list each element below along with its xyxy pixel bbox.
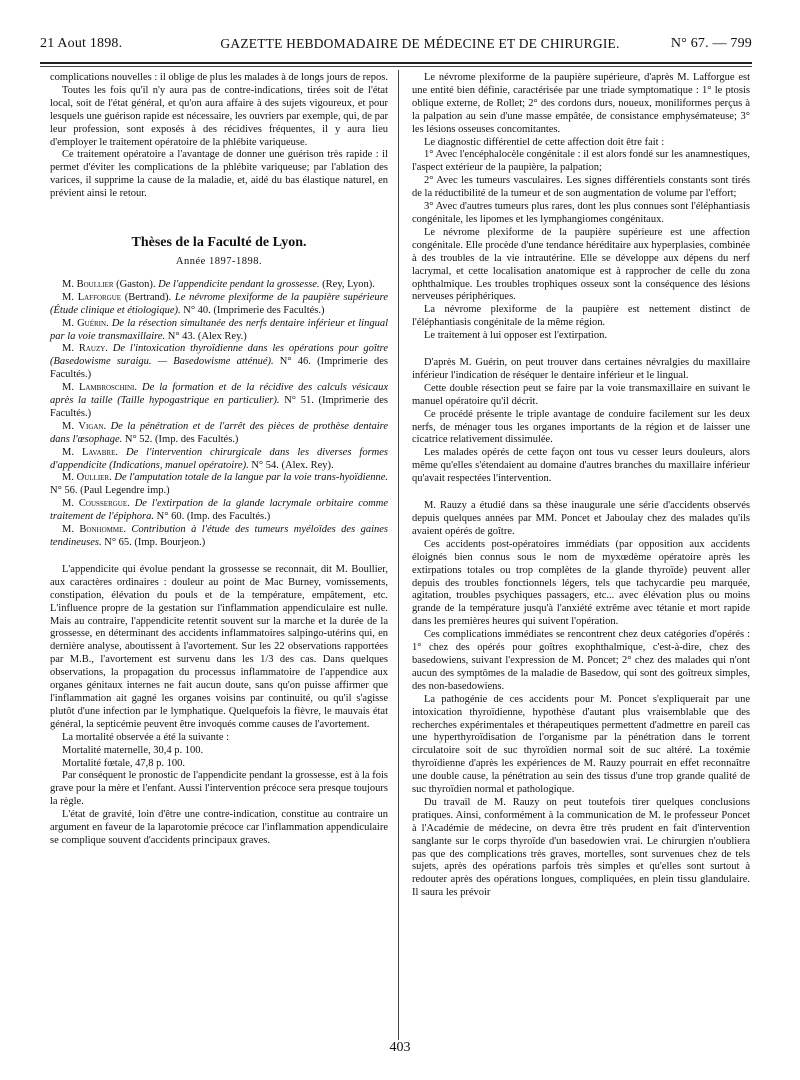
- thesis-entry: [50, 292, 388, 318]
- journal-title: GAZETTE HEBDOMADAIRE DE MÉDECINE ET DE CHIRURGIE.: [220, 36, 620, 51]
- thesis-title: De l'intoxication thyroïdienne dans les opérations pour goître (Basedowisme suraigu. — Basedowisme atténué).: [50, 343, 389, 368]
- thesis-title: Le névrome plexiforme de la paupière supérieure (Étude clinique et étiologique).: [50, 291, 388, 316]
- paragraph: La mortalité observée a été la suivante :: [62, 731, 230, 743]
- paragraph: Le névrome plexiforme de la paupière supérieure est une affection congénitale. Elle procède d'une tendance héréditaire aux hyperplasies, combinée à des troubles de la vie intrautérine. Elle se développe aux dépens du nerf lacrymal, et cette localisation anatomique est à rapprocher de celle du zona ophthalmique. Les troubles trophiques osseux sont la conséquence des lésions nerveuses périphériques.: [412, 226, 750, 303]
- thesis-m: M.: [62, 382, 74, 394]
- thesis-given: .: [106, 317, 112, 329]
- paragraph: Ces accidents post-opératoires immédiats (par opposition aux accidents éloignés bien connus sous le nom de myxœdème opératoire après les extirpations totales ou trop complètes de la glande thyroïde) peuvent aller depuis des troubles fonctionnels légers, tels que tachycardie peu marquée, agitation, troubles psychiques passagers, etc... avec élévation plus ou moins grande de la température jusqu'à l'anxiété extrême avec tétanie et mort rapide dans les premières heures qui suivent l'opération.: [412, 538, 750, 628]
- paragraph: Ces complications immédiates se rencontrent chez deux catégories d'opérés : 1° chez des opérés pour goîtres exophthalmique, c'est-à-dire, chez des basedowiens, suivant l'expression de M. Poncet; 2° chez des malades qui n'ont aucun des symptômes de la maladie de Basedow, qui sont des goîtreux simples, des non-basedowiens.: [412, 629, 750, 692]
- thesis-title: De l'appendicite pendant la grossesse.: [158, 278, 320, 290]
- paragraph: Cette double résection peut se faire par la voie transmaxillaire en suivant le manuel opératoire qu'il décrit.: [412, 382, 750, 407]
- header-rule: [40, 62, 752, 64]
- paragraph: Ce procédé présente le triple avantage de conduire facilement sur les deux nerfs, de ménager tous les organes importants de la région et de laisser une cicatrice relativement dissimulée.: [412, 408, 750, 446]
- paragraph: Le névrome plexiforme de la paupière supérieure, d'après M. Lafforgue est une entité bien définie, caractérisée par une triade symptomatique : 1° le ptosis oblique externe, de Rollet; 2° des cordons durs, noueux, moniliformes perçus à la palpation au sein d'une masse empâtée, de consistance emphysémateuse; 3° les lésions osseuses concomitantes.: [412, 72, 750, 135]
- issue-date: 21 Aout 1898.: [40, 36, 123, 51]
- paragraph: complications nouvelles : il oblige de plus les malades à de longs jours de repos.: [50, 72, 388, 83]
- thesis-rest: N° 65. (Imp. Bourjeon.): [101, 537, 206, 548]
- left-column: [50, 72, 388, 848]
- thesis-entry: [50, 447, 388, 473]
- thesis-entry: [50, 498, 388, 524]
- thesis-title: De l'amputation totale de la langue par la voie trans-hyoïdienne.: [114, 472, 389, 484]
- paragraph: Le diagnostic différentiel de cette affection doit être fait :: [424, 136, 665, 148]
- paragraph: 2° Avec les tumeurs vasculaires. Les signes différentiels constants sont tirés de la réductibilité de la tumeur et de son augmentation de volume par l'effort;: [412, 175, 750, 200]
- thesis-given: .: [134, 382, 142, 394]
- thesis-entry: [50, 382, 388, 421]
- thesis-m: M.: [62, 343, 74, 355]
- thesis-author: Vigan: [78, 420, 104, 432]
- theses-list: [50, 279, 388, 550]
- thesis-given: .: [109, 472, 115, 484]
- column-separator: [398, 70, 399, 1040]
- thesis-rest: N° 60. (Imp. des Facultés.): [154, 511, 271, 523]
- paragraph: 1° Avec l'encéphalocèle congénitale : il est alors fondé sur les anamnestiques, l'aspect extérieur de la paupière, la palpation;: [412, 149, 750, 174]
- running-header: [40, 36, 752, 56]
- thesis-given: .: [115, 446, 126, 458]
- thesis-entry: [50, 318, 388, 344]
- thesis-m: M.: [62, 317, 74, 329]
- thesis-title: Contribution à l'étude des tumeurs myéloïdes des gaines tendineuses.: [50, 524, 389, 548]
- thesis-rest: N° 46. (Imprimerie des Facultés.): [50, 356, 388, 381]
- thesis-entry: [50, 472, 388, 498]
- thesis-m: M.: [62, 524, 74, 536]
- thesis-rest: N° 51. (Imprimerie des Facultés.): [50, 395, 388, 419]
- section-title: Thèses de la Faculté de Lyon.: [131, 235, 307, 251]
- paragraph: Ce traitement opératoire a l'avantage de donner une guérison très rapide : il permet d'éviter les complications de la phlébite variqueuse; par l'ablation des varices, il supprime la cause de la maladie, et, aidé du bas élastique naturel, en prévient ainsi le retour.: [50, 149, 388, 200]
- thesis-rest: N° 43. (Alex Rey.): [165, 330, 247, 342]
- paragraph: L'appendicite qui évolue pendant la grossesse se reconnait, dit M. Boullier, aux caractères ordinaires : douleur au point de Mac Burney, vomissements, constipation, élévation du pouls et de la température, empâtement, etc. L'influence propre de la gestation sur l'inflammation appendiculaire est nulle. Mais au contraire, l'appendicite retentit souvent sur la marche et la durée de la grossesse, en déterminant des accidents inflammatoires salpingo-utérins qui, en dernière analyse, aboutissent à l'avortement. Sur les 22 observations rapportées par M.B., l'avortement est survenu dans les 1/3 des cas. Dans quelques observations, la propagation du processus inflammatoire de l'appendice aux organes génitaux internes ne fait aucun doute, sans qu'on puisse affirmer que l'inflammation ait gagné les organes voisins par continuité, ou qu'il s'agisse plutôt d'une infection par le lymphatique. Quelquefois la fièvre, le mauvais état général, la septicémie peuvent être invoqués comme causes de l'avortement.: [50, 563, 388, 730]
- thesis-given: (Bertrand).: [121, 291, 175, 303]
- thesis-given: .: [103, 420, 111, 432]
- thesis-m: M.: [62, 472, 74, 484]
- thesis-title: De la pénétration et de l'arrêt des pièces de prothèse dentaire dans l'œsophage.: [50, 420, 389, 445]
- paragraph: La névrome plexiforme de la paupière est nettement distinct de l'éléphantiasis congénitale de la même région.: [412, 304, 750, 329]
- paragraph: 3° Avec d'autres tumeurs plus rares, dont les plus connues sont l'éléphantiasis congénitale, les lipomes et les lymphangiomes congénitaux.: [412, 201, 750, 225]
- thesis-title: De la résection simultanée des nerfs dentaire inférieur et lingual par la voie transmaxillaire.: [50, 317, 389, 342]
- paragraph: Par conséquent le pronostic de l'appendicite pendant la grossesse, est à la fois grave pour la mère et l'enfant. Aussi l'intervention précoce sera presque toujours la règle.: [50, 770, 388, 808]
- thesis-entry: [50, 343, 388, 382]
- paragraph: Mortalité fœtale, 47,8 p. 100.: [62, 757, 186, 769]
- thesis-given: .: [123, 524, 132, 536]
- thesis-given: .: [127, 498, 135, 510]
- thesis-author: Rauzy: [78, 343, 106, 355]
- thesis-given: (Gaston).: [113, 278, 159, 290]
- thesis-rest: (Rey, Lyon).: [319, 278, 375, 290]
- thesis-author: Guérin: [77, 317, 107, 329]
- paragraph: Le traitement à lui opposer est l'extirpation.: [424, 330, 607, 342]
- header-rule-thin: [40, 66, 752, 67]
- thesis-m: M.: [62, 498, 74, 510]
- thesis-author: Lavabre: [81, 446, 116, 458]
- thesis-rest: N° 56. (Paul Legendre imp.): [50, 485, 170, 497]
- thesis-title: De l'intervention chirurgicale dans les diverses formes d'appendicite (Indications, manuel opératoire).: [50, 446, 388, 471]
- thesis-author: Lambroschini: [78, 382, 135, 394]
- paragraph: D'après M. Guérin, on peut trouver dans certaines névralgies du maxillaire inférieur l'indication de réséquer le dentaire inférieur et le lingual.: [412, 357, 750, 381]
- thesis-author: Boullier: [76, 278, 114, 290]
- paragraph: M. Rauzy a étudié dans sa thèse inaugurale une série d'accidents observés depuis quelques années par MM. Poncet et Jaboulay chez des malades qu'ils avaient opérés de goître.: [412, 500, 750, 537]
- thesis-m: M.: [62, 420, 74, 432]
- paragraph: Du travail de M. Rauzy on peut toutefois tirer quelques conclusions pratiques. Ainsi, conformément à la communication de M. le professeur Poncet à l'Académie de médecine, on devra être très prudent en fait d'intervention sanglante sur le corps thyroïde d'un basedowien vrai. Le chirurgien n'oubliera pas que des complications très graves, mortelles, sont survenues chez de tels sujets, après des opérations parfois très simples et qu'elles sont surtout à redouter après des opérations longues, compliquées, en plein tissu glandulaire. Il saura les prévoir: [412, 796, 750, 899]
- right-column: [412, 72, 750, 900]
- thesis-author: Lafforgue: [77, 291, 122, 303]
- paragraph: La pathogénie de ces accidents pour M. Poncet s'expliquerait par une intoxication thyroïdienne, hypothèse d'autant plus vraisemblable que des recherches expérimentales et thérapeutiques permettent d'admettre en pareil cas une hyperthyroïdisation de l'organisme par la pénétration dans le torrent circulatoire soit de suc thyroïdien normal soit de suc altéré. La toxémie thyroïdienne d'après les expériences de M. Rauzy pourrait en effet reconnaître une double cause, la pénétration au sein des tissus d'une trop grande qualité de suc thyroïdien normal et pathologique.: [412, 693, 750, 796]
- thesis-author: Oullier: [76, 472, 110, 484]
- thesis-title: De l'extirpation de la glande lacrymale orbitaire comme traitement de l'épiphora.: [50, 498, 389, 523]
- thesis-author: Coussergue: [78, 498, 128, 510]
- thesis-given: .: [105, 343, 113, 355]
- thesis-m: M.: [62, 446, 74, 458]
- thesis-entry: [50, 524, 388, 550]
- page-number: 403: [389, 1040, 411, 1055]
- thesis-rest: N° 40. (Imprimerie des Facultés.): [180, 304, 325, 316]
- section-year: Année 1897-1898.: [175, 255, 263, 267]
- thesis-m: M.: [62, 291, 74, 303]
- thesis-entry: [50, 421, 388, 447]
- thesis-title: De la formation et de la récidive des calculs vésicaux après la taille (Taille hypogastrique en particulier).: [50, 382, 388, 407]
- paragraph: Toutes les fois qu'il n'y aura pas de contre-indications, tirées soit de l'état local, soit de l'état général, et qu'on aura affaire à des sujets vigoureux, et pour lesquels une guérison rapide est nécessaire, les ouvriers par exemple, qui, de par leur profession, sont exposés à des récidives fréquentes, il y aura lieu d'employer le traitement opératoire de la phlébite variqueuse.: [50, 84, 388, 148]
- thesis-entry: [50, 279, 388, 292]
- thesis-m: M.: [62, 278, 74, 290]
- issue-number: N° 67. — 799: [670, 36, 752, 51]
- paragraph: Les malades opérés de cette façon ont tous vu cesser leurs douleurs, alors même qu'elles s'étendaient au domaine d'autres branches du maxillaire inférieur qu'avait respectées l'intervention.: [412, 447, 750, 485]
- thesis-rest: N° 54. (Alex. Rey).: [248, 459, 334, 471]
- paragraph: Mortalité maternelle, 30,4 p. 100.: [62, 744, 204, 756]
- thesis-author: Bonhomme: [79, 524, 124, 536]
- paragraph: L'état de gravité, loin d'être une contre-indication, constitue au contraire un argument en faveur de la laparotomie précoce car l'inflammation appendiculaire se complique souvent d'accidents principaux graves.: [50, 809, 388, 846]
- thesis-rest: N° 52. (Imp. des Facultés.): [122, 433, 239, 445]
